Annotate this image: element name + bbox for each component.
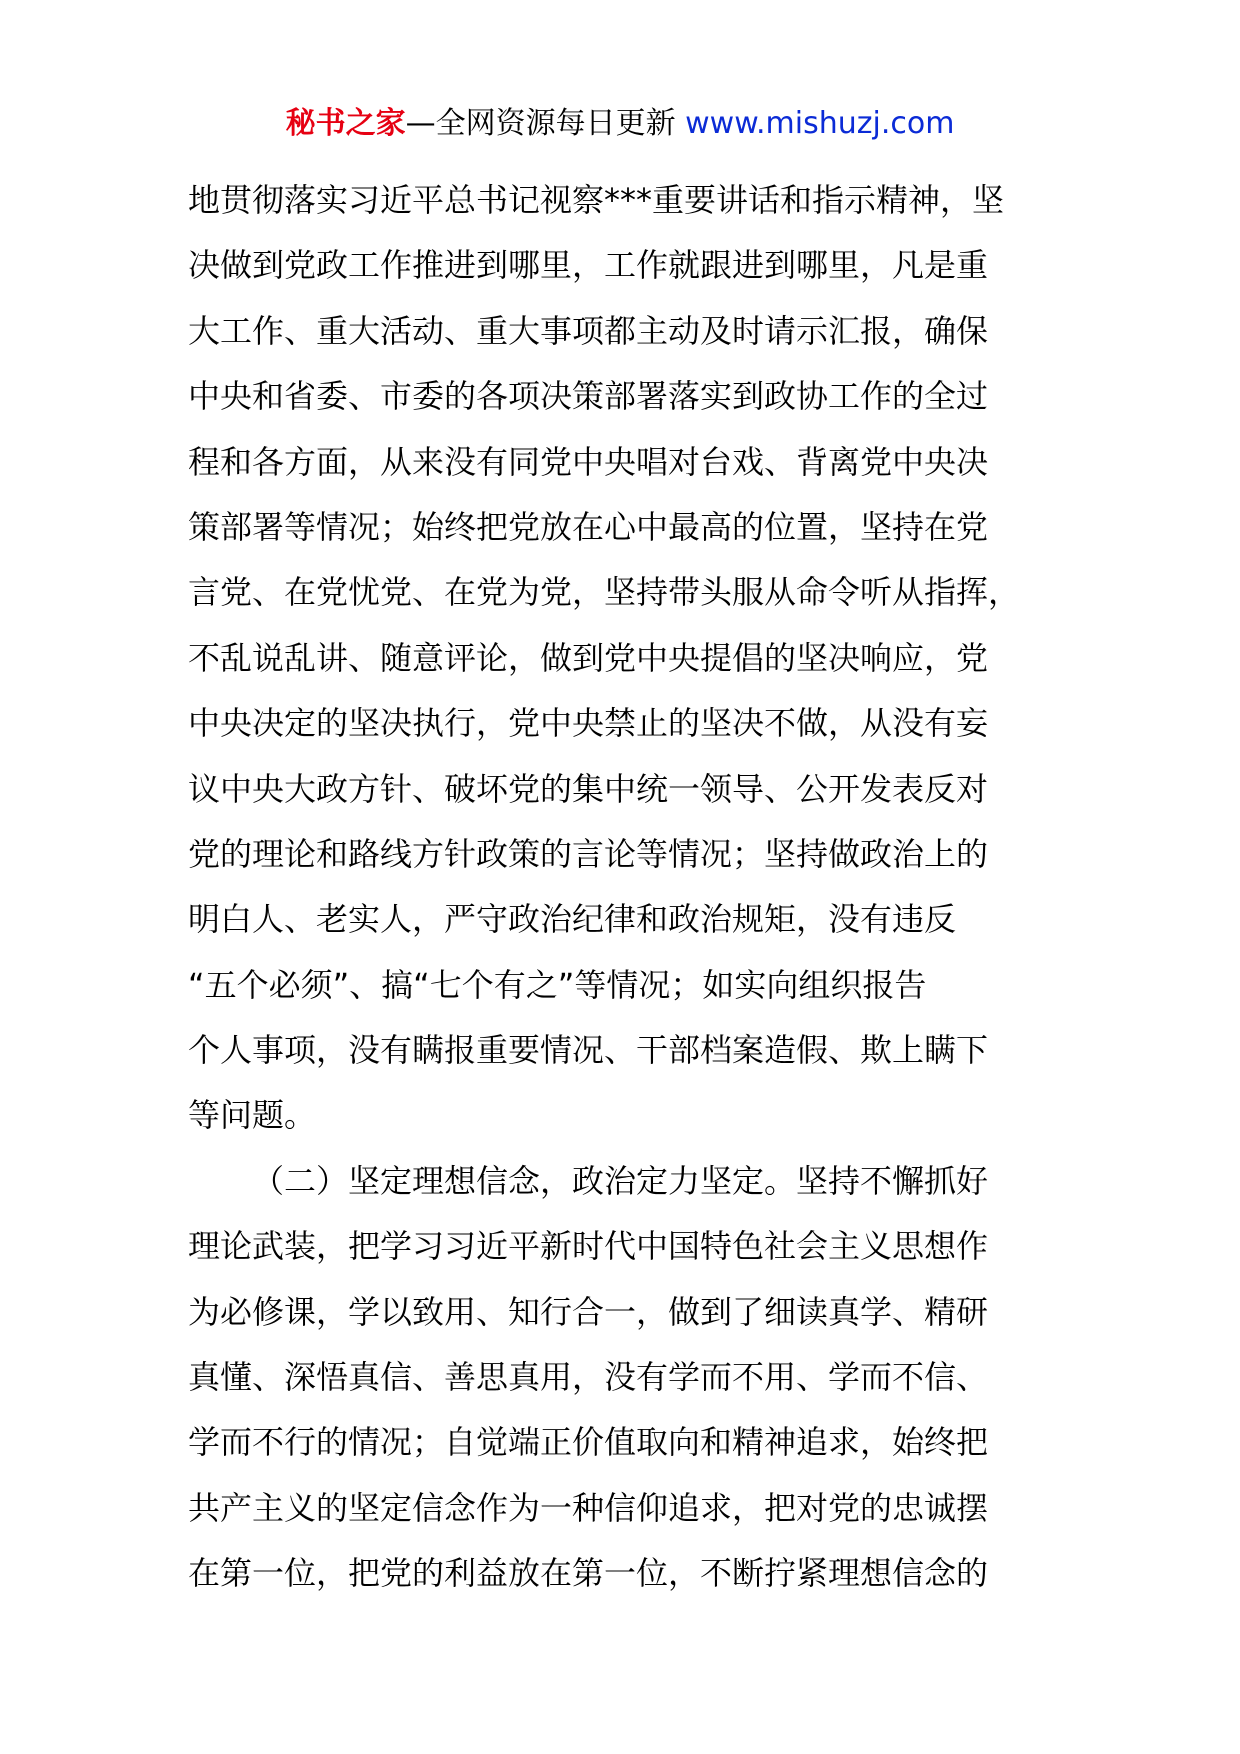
text-line: 理论武装，把学习习近平新时代中国特色社会主义思想作: [188, 1227, 989, 1266]
text-line: 不乱说乱讲、随意评论，做到党中央提倡的坚决响应，党: [188, 638, 989, 677]
text-line: 等问题。: [188, 1096, 317, 1135]
brand-name: 秘书之家: [285, 106, 406, 141]
document-body: [188, 168, 1068, 1607]
text-line: 中央决定的坚决执行，党中央禁止的坚决不做，从没有妄: [188, 704, 989, 743]
text-line: 程和各方面，从来没有同党中央唱对台戏、背离党中央决: [188, 442, 989, 481]
text-line: 在第一位，把党的利益放在第一位，不断拧紧理想信念的: [188, 1554, 989, 1593]
text-line: 大工作、重大活动、重大事项都主动及时请示汇报，确保: [188, 311, 989, 350]
header-slogan: —全网资源每日更新: [405, 106, 686, 141]
text-line: 策部署等情况；始终把党放在心中最高的位置，坚持在党: [188, 507, 989, 546]
text-line: “五个必须”、搞“七个有之”等情况；如实向组织报告: [188, 965, 927, 1004]
text-line: 决做到党政工作推进到哪里，工作就跟进到哪里，凡是重: [188, 246, 989, 285]
text-line: 个人事项，没有瞒报重要情况、干部档案造假、欺上瞒下: [188, 1031, 989, 1070]
text-line: 真懂、深悟真信、善思真用，没有学而不用、学而不信、: [188, 1358, 989, 1397]
text-line: 地贯彻落实习近平总书记视察***重要讲话和指示精神，坚: [188, 181, 1005, 219]
text-line: 议中央大政方针、破坏党的集中统一领导、公开发表反对: [188, 769, 989, 808]
website-link[interactable]: www.mishuzj.com: [685, 106, 955, 141]
text-line: 为必修课，学以致用、知行合一，做到了细读真学、精研: [188, 1292, 989, 1331]
text-line: 明白人、老实人，严守政治纪律和政治规矩，没有违反: [188, 900, 957, 939]
section-heading-line: （二）坚定理想信念，政治定力坚定。坚持不懈抓好: [252, 1161, 989, 1200]
text-line: 党的理论和路线方针政策的言论等情况；坚持做政治上的: [188, 834, 989, 873]
text-line: 学而不行的情况；自觉端正价值取向和精神追求，始终把: [188, 1423, 989, 1462]
text-line: 言党、在党忧党、在党为党，坚持带头服从命令听从指挥，: [188, 573, 1021, 612]
page-header: [0, 100, 1240, 148]
text-line: 中央和省委、市委的各项决策部署落实到政协工作的全过: [188, 377, 989, 416]
text-line: 共产主义的坚定信念作为一种信仰追求，把对党的忠诚摆: [188, 1488, 989, 1527]
